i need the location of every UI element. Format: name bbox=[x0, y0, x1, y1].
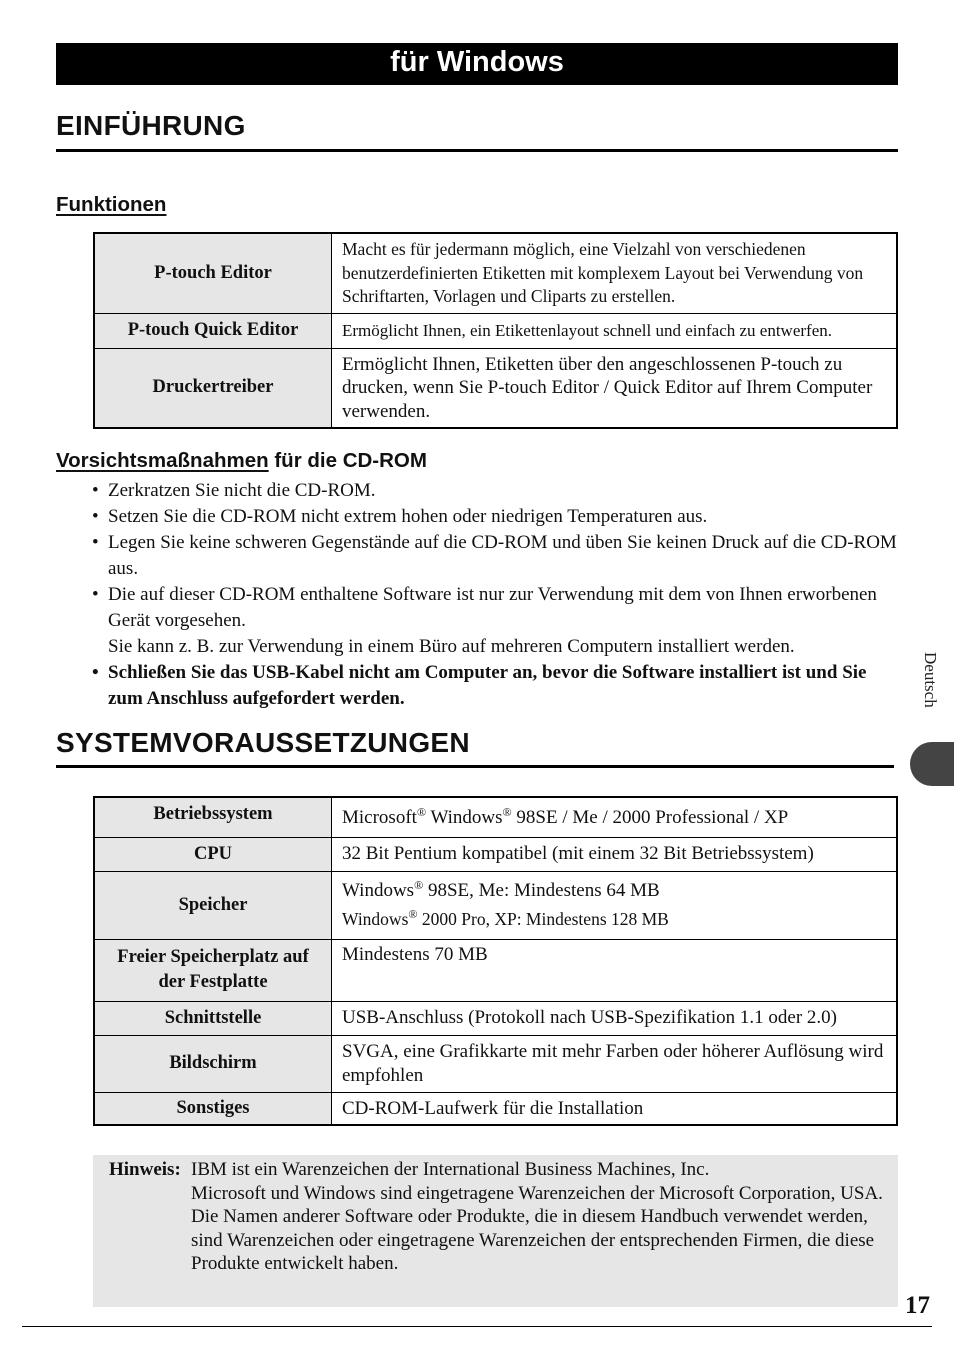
heading-systemvoraussetzungen: SYSTEMVORAUSSETZUNGEN bbox=[56, 727, 470, 758]
mem-line-1: 98SE, Me: Mindestens 64 MB bbox=[423, 880, 660, 901]
mem-windows: Windows bbox=[342, 909, 409, 929]
list-item bbox=[92, 504, 900, 530]
function-desc: Ermöglicht Ihnen, ein Etikettenlayout schnell und einfach zu entwerfen. bbox=[332, 313, 898, 348]
list-item-text: Legen Sie keine schweren Gegenstände auf die CD-ROM und üben Sie keinen Druck auf die CD-ROM aus. bbox=[108, 532, 897, 579]
heading-rule bbox=[56, 149, 898, 152]
list-item bbox=[92, 478, 900, 504]
sysreq-value: CD-ROM-Laufwerk für die Installation bbox=[332, 1092, 898, 1125]
sysreq-value: SVGA, eine Grafikkarte mit mehr Farben oder höherer Auflösung wird empfohlen bbox=[332, 1035, 898, 1092]
reg-mark: ® bbox=[414, 878, 424, 892]
function-name: P-touch Quick Editor bbox=[94, 313, 332, 348]
os-microsoft: Microsoft bbox=[342, 806, 417, 828]
list-item bbox=[92, 530, 900, 582]
heading-funktionen bbox=[56, 193, 166, 217]
bullet-icon: • bbox=[92, 584, 99, 605]
sysreq-value: USB-Anschluss (Protokoll nach USB-Spezifikation 1.1 oder 2.0) bbox=[332, 1001, 898, 1035]
mem-windows: Windows bbox=[342, 880, 415, 901]
table-row bbox=[94, 1035, 897, 1092]
bullet-icon: • bbox=[92, 662, 99, 683]
sysreq-value bbox=[332, 871, 898, 939]
list-item-text: Setzen Sie die CD-ROM nicht extrem hohen oder niedrigen Temperaturen aus. bbox=[108, 506, 708, 527]
reg-mark: ® bbox=[502, 804, 512, 819]
note-label: Hinweis: bbox=[109, 1159, 181, 1180]
function-name: Druckertreiber bbox=[94, 348, 332, 428]
os-windows: Windows bbox=[426, 806, 503, 828]
note-line: IBM ist ein Warenzeichen der International Business Machines, Inc. bbox=[191, 1159, 710, 1180]
precautions-list bbox=[92, 478, 900, 712]
list-item bbox=[92, 582, 900, 660]
list-item-continuation: Sie kann z. B. zur Verwendung in einem Büro auf mehreren Computern installiert werden. bbox=[108, 636, 795, 657]
table-row bbox=[94, 837, 897, 871]
heading-vorsichtsmassnahmen bbox=[56, 449, 427, 473]
mem-line-2: 2000 Pro, XP: Mindestens 128 MB bbox=[417, 909, 669, 929]
table-row bbox=[94, 797, 897, 837]
sysreq-label: CPU bbox=[94, 837, 332, 871]
table-row bbox=[94, 313, 897, 348]
sysreq-value bbox=[332, 797, 898, 837]
language-side-label: Deutsch bbox=[921, 652, 940, 708]
bullet-icon: • bbox=[92, 532, 99, 553]
function-name: P-touch Editor bbox=[94, 233, 332, 313]
reg-mark: ® bbox=[408, 907, 418, 921]
footer-rule bbox=[22, 1326, 932, 1327]
language-tab-marker bbox=[910, 742, 954, 786]
list-item-text: Schließen Sie das USB-Kabel nicht am Computer an, bevor die Software installiert ist und Sie zum Anschluss aufgefordert werden. bbox=[108, 662, 867, 709]
functions-table bbox=[93, 232, 898, 429]
note-line: Microsoft und Windows sind eingetragene Warenzeichen der Microsoft Corporation, USA. bbox=[191, 1182, 883, 1204]
note-line: Die Namen anderer Software oder Produkte, die in diesem Handbuch verwendet werden, sind Warenzeichen oder eingetragene Warenzeichen der entsprechenden Firmen, die diese Produkte entwickelt haben. bbox=[191, 1206, 875, 1274]
sysreq-label: Freier Speicherplatz auf der Festplatte bbox=[94, 939, 332, 1001]
section-banner: für Windows bbox=[56, 43, 898, 85]
sysreq-table bbox=[93, 796, 898, 1126]
list-item-text: Zerkratzen Sie nicht die CD-ROM. bbox=[108, 480, 376, 501]
heading-precautions-rest: für die CD-ROM bbox=[268, 449, 427, 472]
reg-mark: ® bbox=[416, 804, 427, 819]
sysreq-value: Mindestens 70 MB bbox=[332, 939, 898, 1001]
bullet-icon: • bbox=[92, 506, 99, 527]
function-desc: Macht es für jedermann möglich, eine Vielzahl von verschiedenen benutzerdefinierten Etiketten mit komplexem Layout bei Verwendung von Schriftarten, Vorlagen und Cliparts zu erstellen. bbox=[332, 233, 898, 313]
table-row bbox=[94, 1001, 897, 1035]
note-box bbox=[93, 1155, 898, 1307]
sysreq-value: 32 Bit Pentium kompatibel (mit einem 32 Bit Betriebssystem) bbox=[332, 837, 898, 871]
function-desc: Ermöglicht Ihnen, Etiketten über den angeschlossenen P-touch zu drucken, wenn Sie P-touch Editor / Quick Editor auf Ihrem Computer verwenden. bbox=[332, 348, 898, 428]
sysreq-label: Sonstiges bbox=[94, 1092, 332, 1125]
page-number: 17 bbox=[905, 1292, 930, 1319]
sysreq-label: Schnittstelle bbox=[94, 1001, 332, 1035]
heading-rule bbox=[56, 765, 894, 768]
sysreq-label: Betriebssystem bbox=[94, 797, 332, 837]
list-item-warning bbox=[92, 660, 900, 712]
note-body bbox=[191, 1158, 891, 1276]
bullet-icon: • bbox=[92, 480, 99, 501]
table-row bbox=[94, 348, 897, 428]
heading-funktionen-text: Funktionen bbox=[56, 193, 167, 216]
table-row bbox=[94, 871, 897, 939]
sysreq-label: Bildschirm bbox=[94, 1035, 332, 1092]
heading-einfuehrung: EINFÜHRUNG bbox=[56, 110, 246, 141]
sysreq-label: Speicher bbox=[94, 871, 332, 939]
list-item-text: Die auf dieser CD-ROM enthaltene Software ist nur zur Verwendung mit dem von Ihnen erworbenen Gerät vorgesehen. bbox=[108, 584, 877, 631]
os-versions: 98SE / Me / 2000 Professional / XP bbox=[511, 806, 789, 828]
heading-precautions-underlined: Vorsichtsmaßnahmen bbox=[56, 449, 269, 472]
table-row bbox=[94, 939, 897, 1001]
table-row bbox=[94, 1092, 897, 1125]
table-row bbox=[94, 233, 897, 313]
